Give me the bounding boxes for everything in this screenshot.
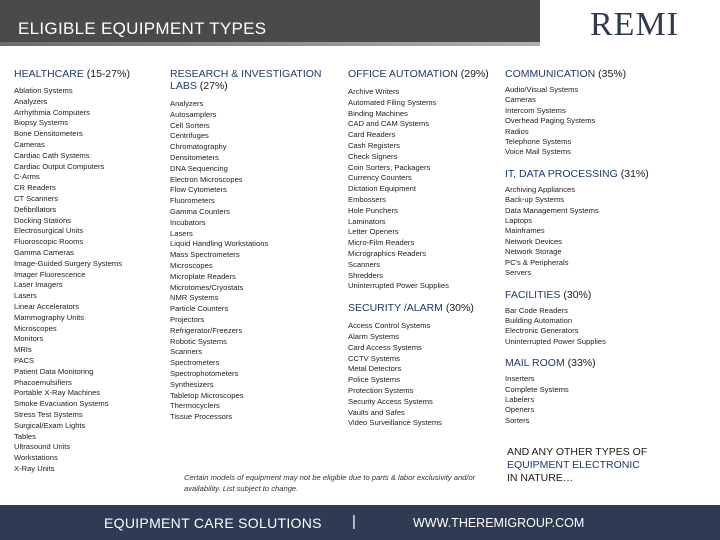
- equipment-item: Coin Sorters, Packagers: [348, 162, 431, 172]
- equipment-item: CCTV Systems: [348, 353, 400, 363]
- heading-percent: (31%): [620, 167, 649, 180]
- equipment-item: Tabletop Microscopes: [170, 390, 244, 400]
- disclaimer-footnote: Certain models of equipment may not be eligible due to parts & labor exclusivity and/or availability. List subject to change.: [184, 473, 476, 493]
- equipment-item: Openers: [505, 405, 535, 415]
- equipment-item: Mammography Units: [14, 312, 85, 322]
- website-link[interactable]: WWW.THEREMIGROUP.COM: [413, 516, 585, 530]
- equipment-item: Building Automation: [505, 315, 573, 325]
- equipment-item: Lasers: [170, 228, 193, 238]
- equipment-item: Thermocyclers: [170, 401, 220, 411]
- equipment-item: Gamma Counters: [170, 206, 230, 216]
- equipment-item: Card Access Systems: [348, 342, 422, 352]
- equipment-item: Currency Counters: [348, 173, 412, 183]
- section-heading: [348, 302, 503, 314]
- footer-tagline: EQUIPMENT CARE SOLUTIONS: [104, 515, 322, 531]
- equipment-item: Smoke Evacuation Systems: [14, 399, 109, 409]
- equipment-item: Ablation Systems: [14, 86, 73, 95]
- equipment-item: Sorters: [505, 415, 530, 425]
- equipment-item: Biopsy Systems: [14, 118, 69, 128]
- equipment-item: Access Control Systems: [348, 321, 431, 331]
- equipment-item: Robotic Systems: [170, 336, 227, 346]
- equipment-item: Archive Writers: [348, 87, 400, 96]
- equipment-item: Tables: [14, 431, 36, 441]
- section-heading: [505, 68, 715, 80]
- equipment-item: Chromatography: [170, 142, 227, 152]
- other-types-line: AND ANY OTHER TYPES OF: [507, 446, 648, 458]
- equipment-item: Vaults and Safes: [348, 407, 405, 417]
- section-heading: [170, 68, 340, 92]
- equipment-item: Image-Guided Surgery Systems: [14, 258, 123, 268]
- equipment-item: Electrosurgical Units: [14, 226, 84, 236]
- heading-label: SECURITY /ALARM: [348, 302, 443, 315]
- section-heading: [505, 289, 715, 301]
- equipment-item: DNA Sequencing: [170, 163, 228, 173]
- equipment-item: Overhead Paging Systems: [505, 116, 596, 126]
- equipment-item: Laptops: [505, 216, 533, 226]
- equipment-item: Imager Fluorescence: [14, 269, 86, 279]
- equipment-item: PACS: [14, 355, 35, 365]
- equipment-item: Arrhythmia Computers: [14, 107, 90, 117]
- equipment-item: Police Systems: [348, 375, 400, 385]
- equipment-item: Particle Counters: [170, 304, 229, 314]
- equipment-list: [170, 99, 340, 423]
- equipment-item: Video Surveillance Systems: [348, 418, 442, 428]
- column-healthcare: [14, 68, 164, 475]
- equipment-item: Autosamplers: [170, 109, 217, 119]
- equipment-item: Monitors: [14, 334, 44, 344]
- equipment-item: Portable X-Ray Machines: [14, 388, 101, 398]
- equipment-item: Metal Detectors: [348, 364, 402, 374]
- equipment-item: Laser Imagers: [14, 280, 63, 290]
- equipment-item: Densitometers: [170, 152, 219, 162]
- equipment-item: NMR Systems: [170, 293, 219, 303]
- equipment-item: Electron Microscopes: [170, 174, 243, 184]
- equipment-item: Micro-Film Readers: [348, 238, 415, 248]
- other-types-line: IN NATURE…: [507, 472, 574, 484]
- equipment-item: Spectrometers: [170, 358, 220, 368]
- equipment-item: Phacoemulsifiers: [14, 377, 72, 387]
- equipment-item: Labelers: [505, 394, 535, 404]
- equipment-item: Uninterrupted Power Supplies: [348, 281, 449, 291]
- equipment-list: [14, 86, 164, 475]
- heading-percent: (33%): [567, 357, 596, 370]
- equipment-item: MRIs: [14, 345, 32, 355]
- equipment-item: Fluorometers: [170, 196, 215, 206]
- section-heading: [14, 68, 164, 80]
- equipment-item: Check Signers: [348, 151, 398, 161]
- equipment-item: CT Scanners: [14, 193, 59, 203]
- equipment-item: Stress Test Systems: [14, 409, 83, 419]
- other-types-line: EQUIPMENT ELECTRONIC: [507, 459, 640, 471]
- equipment-item: Analyzers: [170, 99, 204, 108]
- equipment-item: Security Access Systems: [348, 396, 433, 406]
- section-heading: [505, 168, 715, 180]
- equipment-item: Analyzers: [14, 96, 48, 106]
- heading-percent: (30%): [563, 288, 592, 301]
- equipment-item: X-Ray Units: [14, 463, 55, 473]
- equipment-item: Audio/Visual Systems: [505, 85, 579, 94]
- equipment-item: Network Storage: [505, 247, 562, 257]
- equipment-item: Telephone Systems: [505, 137, 572, 147]
- equipment-item: Back-up Systems: [505, 195, 565, 205]
- equipment-list: [348, 87, 503, 292]
- equipment-item: Scanners: [348, 259, 381, 269]
- logo-text: REMI: [590, 6, 679, 43]
- heading-percent: (27%): [199, 80, 228, 92]
- equipment-list: [505, 374, 715, 426]
- section-heading: [348, 68, 503, 80]
- equipment-item: Scanners: [170, 347, 203, 357]
- equipment-item: Cash Registers: [348, 140, 400, 150]
- remi-logo: [590, 6, 710, 46]
- heading-label: FACILITIES: [505, 288, 561, 301]
- equipment-item: Defibrillators: [14, 204, 57, 214]
- heading-percent: (29%): [460, 68, 489, 80]
- equipment-item: Complete Systems: [505, 384, 569, 394]
- footer-bar: [0, 505, 720, 540]
- equipment-item: Hole Punchers: [348, 205, 398, 215]
- equipment-list: [505, 306, 715, 348]
- equipment-item: Gamma Cameras: [14, 247, 74, 257]
- heading-label: COMMUNICATION: [505, 68, 596, 80]
- equipment-item: Protection Systems: [348, 385, 414, 395]
- column-research: [170, 68, 340, 423]
- equipment-item: Microtomes/Cryostats: [170, 282, 244, 292]
- equipment-item: Surgical/Exam Lights: [14, 420, 86, 430]
- equipment-item: Flow Cytometers: [170, 185, 227, 195]
- equipment-item: Intercom Systems: [505, 105, 566, 115]
- equipment-list: [505, 185, 715, 279]
- equipment-item: Cameras: [505, 95, 536, 105]
- equipment-item: Spectrophotometers: [170, 368, 239, 378]
- equipment-item: Microscopes: [14, 323, 57, 333]
- page-title: ELIGIBLE EQUIPMENT TYPES: [18, 19, 267, 38]
- equipment-item: Projectors: [170, 314, 205, 324]
- equipment-item: PC's & Peripherals: [505, 257, 569, 267]
- equipment-item: Mainframes: [505, 226, 545, 236]
- equipment-item: Liquid Handling Workstations: [170, 239, 269, 249]
- equipment-item: CR Readers: [14, 183, 56, 193]
- equipment-item: Microplate Readers: [170, 271, 236, 281]
- equipment-item: Workstations: [14, 453, 58, 463]
- heading-percent: (30%): [445, 302, 474, 315]
- equipment-item: Network Devices: [505, 236, 562, 246]
- column-office-security: [348, 68, 503, 429]
- equipment-list: [348, 321, 503, 429]
- equipment-list: [505, 85, 715, 158]
- equipment-item: Inserters: [505, 374, 535, 384]
- title-accent-line: [0, 42, 540, 46]
- heading-percent: (35%): [598, 68, 627, 80]
- heading-label: IT, DATA PROCESSING: [505, 167, 618, 180]
- equipment-item: Bone Densitometers: [14, 129, 83, 139]
- equipment-item: Centrifuges: [170, 131, 209, 141]
- equipment-item: Micrographics Readers: [348, 248, 427, 258]
- equipment-item: Linear Accelerators: [14, 301, 80, 311]
- column-communication-it: [505, 68, 715, 426]
- heading-label: MAIL ROOM: [505, 357, 565, 370]
- equipment-item: Refrigerator/Freezers: [170, 325, 243, 335]
- equipment-item: Bar Code Readers: [505, 305, 568, 315]
- equipment-item: Tissue Processors: [170, 412, 233, 422]
- equipment-item: Voice Mail Systems: [505, 147, 571, 157]
- equipment-item: Archiving Appliances: [505, 184, 576, 194]
- equipment-item: Lasers: [14, 291, 37, 301]
- equipment-item: C-Arms: [14, 172, 40, 182]
- equipment-item: Card Readers: [348, 130, 396, 140]
- heading-label: HEALTHCARE: [14, 68, 84, 80]
- equipment-item: Embossers: [348, 194, 386, 204]
- footer-separator: |: [352, 513, 356, 530]
- equipment-item: Cardiac Output Computers: [14, 161, 105, 171]
- equipment-item: Patient Data Monitoring: [14, 366, 94, 376]
- heading-label: RESEARCH & INVESTIGATION LABS: [170, 68, 322, 92]
- equipment-item: Incubators: [170, 217, 206, 227]
- equipment-item: Electronic Generators: [505, 326, 579, 336]
- equipment-item: Shredders: [348, 270, 384, 280]
- equipment-item: Laminators: [348, 216, 386, 226]
- equipment-item: Dictation Equipment: [348, 184, 416, 194]
- equipment-item: Cell Sorters: [170, 120, 210, 130]
- heading-percent: (15-27%): [86, 68, 130, 80]
- equipment-item: Uninterrupted Power Supplies: [505, 336, 606, 346]
- equipment-item: Cardiac Cath Systems: [14, 150, 90, 160]
- equipment-item: Mass Spectrometers: [170, 250, 240, 260]
- title-bar: [0, 0, 540, 46]
- equipment-item: Letter Openers: [348, 227, 399, 237]
- equipment-item: Microscopes: [170, 260, 213, 270]
- equipment-item: CAD and CAM Systems: [348, 119, 430, 129]
- equipment-item: Automated Filing Systems: [348, 97, 437, 107]
- equipment-item: Fluoroscopic Rooms: [14, 237, 84, 247]
- equipment-item: Alarm Systems: [348, 331, 400, 341]
- equipment-item: Radios: [505, 126, 529, 136]
- equipment-item: Binding Machines: [348, 108, 408, 118]
- equipment-item: Data Management Systems: [505, 205, 599, 215]
- equipment-item: Synthesizers: [170, 379, 214, 389]
- equipment-item: Docking Stations: [14, 215, 71, 225]
- equipment-item: Cameras: [14, 139, 45, 149]
- equipment-item: Servers: [505, 268, 532, 278]
- section-heading: [505, 357, 715, 369]
- equipment-item: Ultrasound Units: [14, 442, 71, 452]
- other-types-note: [507, 446, 707, 485]
- heading-label: OFFICE AUTOMATION: [348, 68, 458, 80]
